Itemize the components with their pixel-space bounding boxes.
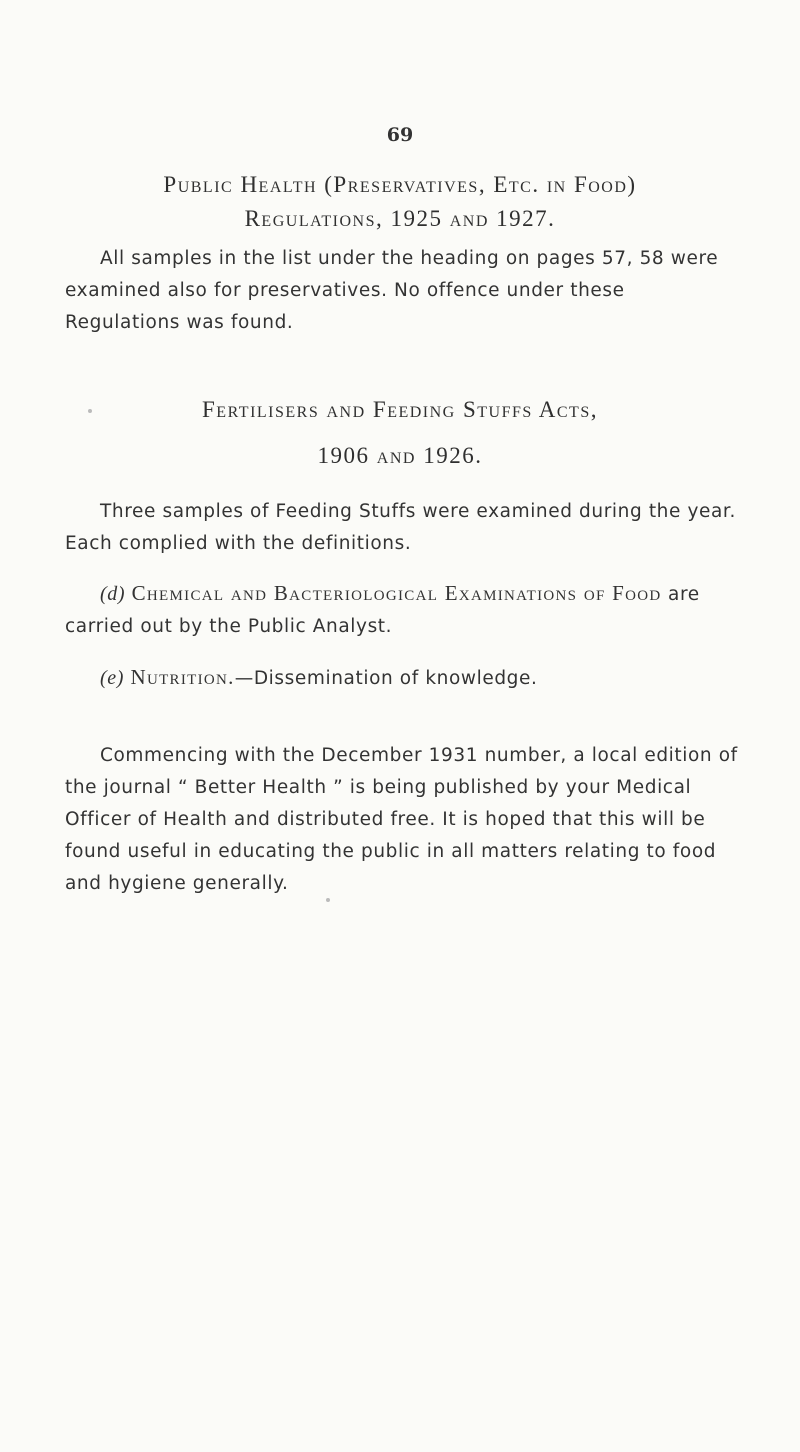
section-heading-fertilisers	[0, 393, 800, 473]
item-label: (e)	[100, 667, 124, 689]
paragraph-nutrition	[65, 661, 740, 695]
speck-mark	[88, 409, 92, 413]
heading-line: Fertilisers and Feeding Stuffs Acts,	[202, 397, 598, 422]
speck-mark	[326, 898, 330, 902]
paragraph-chemical-examinations	[65, 577, 740, 643]
paragraph-feeding-stuffs: Three samples of Feeding Stuffs were examined during the year. Each complied with the definitions.	[65, 501, 736, 554]
item-heading: Nutrition.	[130, 665, 235, 689]
item-text: are carried out by the Public Analyst.	[65, 584, 700, 637]
item-heading: Chemical and Bacteriological Examinations of Food	[131, 581, 662, 605]
item-text: —Dissemination of knowledge.	[234, 668, 538, 689]
paragraph-preservatives: All samples in the list under the heading on pages 57, 58 were examined also for preservatives. No offence under these Regulations was found.	[65, 248, 719, 333]
heading-line: Regulations, 1925 and 1927.	[244, 206, 556, 231]
heading-line: 1906 and 1926.	[317, 443, 483, 468]
page-number: 69	[386, 124, 414, 146]
heading-line: Public Health (Preservatives, Etc. in Food)	[163, 172, 637, 197]
section-heading-preservatives	[0, 168, 800, 236]
item-label: (d)	[100, 583, 126, 605]
paragraph-better-health: Commencing with the December 1931 number, a local edition of the journal “ Better Health ” is being published by your Medical Officer of Health and distributed free. It is hoped that this will be found useful in educating the public in all matters relating to food and hygiene generally.	[65, 745, 738, 894]
